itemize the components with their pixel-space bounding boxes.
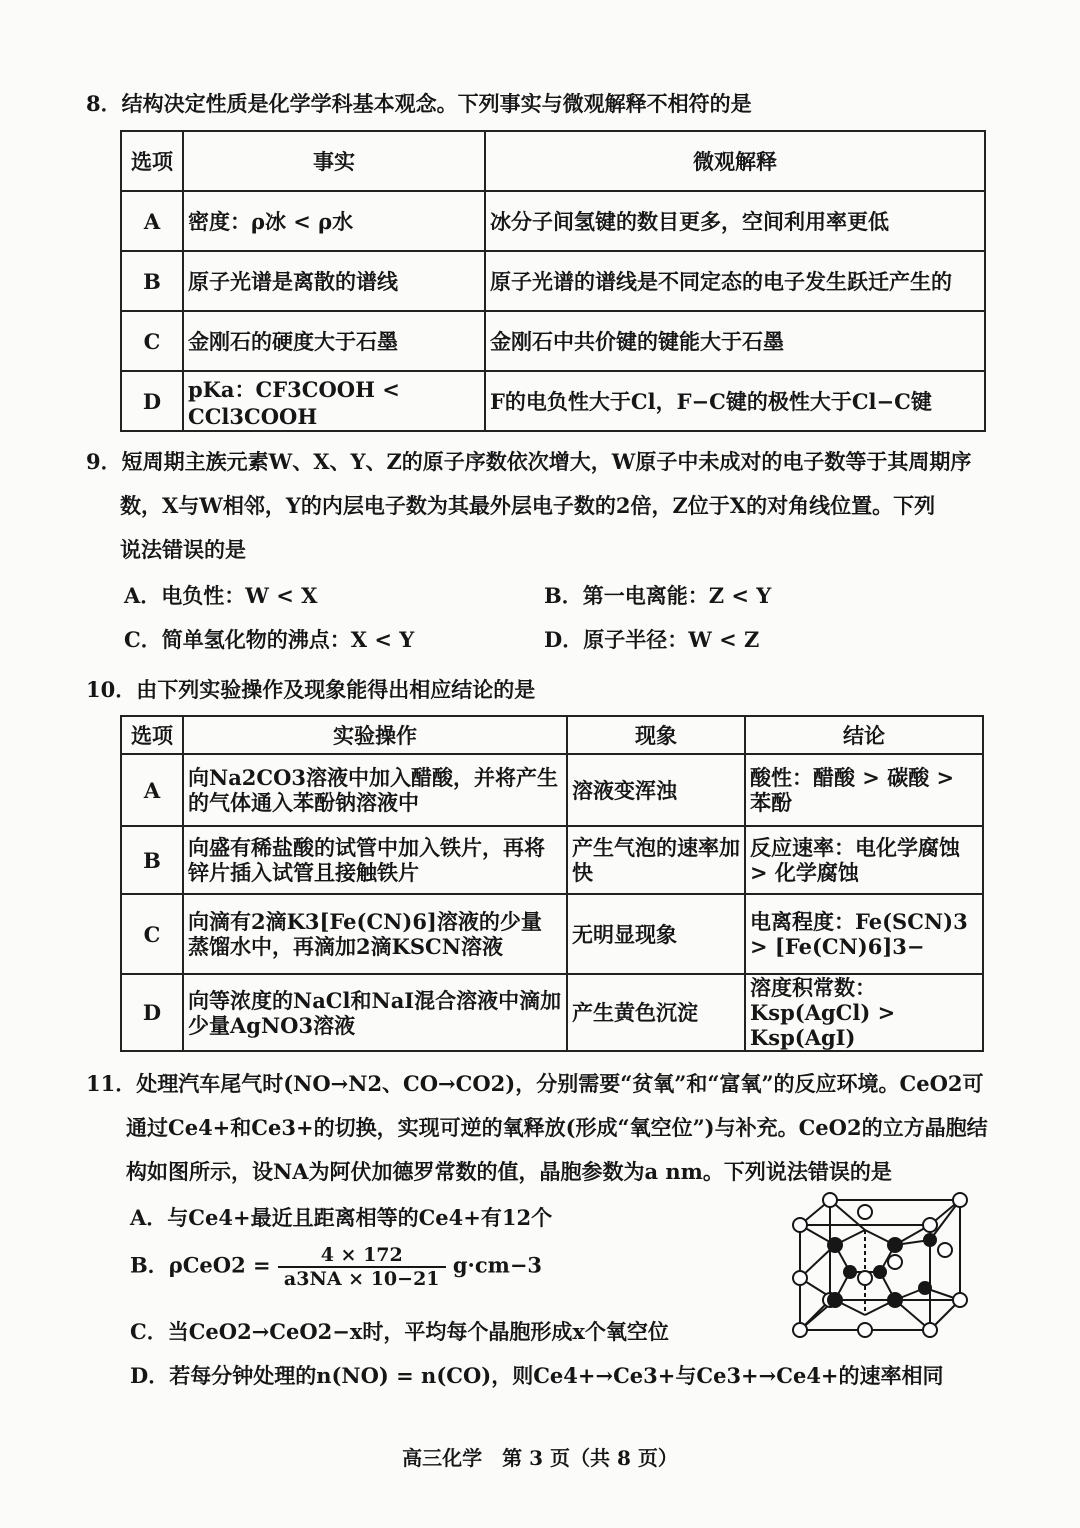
q11-stem-line2: 通过Ce4+和Ce3+的切换，实现可逆的氧释放(形成“氧空位”)与补充。CeO2的立方晶胞结 [126, 1115, 988, 1140]
q11-stem-line1: 11．处理汽车尾气时(NO→N2、CO→CO2)，分别需要“贫氧”和“富氧”的反应环境。CeO2可 [86, 1071, 984, 1096]
q8-table [120, 130, 986, 432]
table-row [121, 251, 985, 311]
q11-option-b-prefix: B．ρCeO2 = [130, 1252, 271, 1278]
table-row [121, 974, 983, 1051]
q11-option-d: D．若每分钟处理的n(NO) = n(CO)，则Ce4+→Ce3+与Ce3+→Ce4+的速率相同 [130, 1363, 944, 1388]
q8-header-option: 选项 [121, 131, 183, 191]
q8-row-d-fact: pKa：CF3COOH < CCl3COOH [183, 371, 485, 431]
q11-stem-line3: 构如图所示，设NA为阿伏加德罗常数的值，晶胞参数为a nm。下列说法错误的是 [126, 1159, 892, 1184]
q10-stem: 10．由下列实验操作及现象能得出相应结论的是 [86, 677, 536, 702]
q11-density-denominator: a3NA × 10−21 [283, 1268, 440, 1290]
q10-row-d-phenomenon: 产生黄色沉淀 [567, 974, 745, 1051]
q10-row-b-phenomenon: 产生气泡的速率加快 [567, 826, 745, 894]
q9-option-c: C．简单氢化物的沸点：X < Y [124, 627, 415, 652]
q10-row-d-operation: 向等浓度的NaCl和NaI混合溶液中滴加少量AgNO3溶液 [183, 974, 567, 1051]
q8-header-explain: 微观解释 [485, 131, 985, 191]
table-row [121, 894, 983, 974]
table-row [121, 371, 985, 431]
q11-option-b [130, 1244, 542, 1290]
q10-table [120, 715, 984, 1052]
table-row [121, 311, 985, 371]
q10-row-a-operation: 向Na2CO3溶液中加入醋酸，并将产生的气体通入苯酚钠溶液中 [183, 754, 567, 826]
q10-header-option: 选项 [121, 716, 183, 754]
q11-density-fraction [278, 1244, 446, 1290]
q10-row-a-phenomenon: 溶液变浑浊 [567, 754, 745, 826]
q10-header-phenomenon: 现象 [567, 716, 745, 754]
q9-stem-line3: 说法错误的是 [120, 537, 246, 562]
q11-density-numerator: 4 × 172 [278, 1244, 446, 1268]
q8-row-b-option: B [121, 251, 183, 311]
q9-option-a: A．电负性：W < X [124, 583, 318, 608]
q10-row-a-conclusion: 酸性：醋酸 > 碳酸 > 苯酚 [745, 754, 983, 826]
q10-row-c-operation: 向滴有2滴K3[Fe(CN)6]溶液的少量蒸馏水中，再滴加2滴KSCN溶液 [183, 894, 567, 974]
q8-row-a-fact: 密度：ρ冰 < ρ水 [183, 191, 485, 251]
q8-row-b-explain: 原子光谱的谱线是不同定态的电子发生跃迁产生的 [485, 251, 985, 311]
q10-row-b-option: B [121, 826, 183, 894]
q10-header-operation: 实验操作 [183, 716, 567, 754]
q11-option-a: A．与Ce4+最近且距离相等的Ce4+有12个 [130, 1205, 553, 1230]
table-row [121, 826, 983, 894]
q10-row-b-operation: 向盛有稀盐酸的试管中加入铁片，再将锌片插入试管且接触铁片 [183, 826, 567, 894]
q11-option-c: C．当CeO2→CeO2−x时，平均每个晶胞形成x个氧空位 [130, 1319, 669, 1344]
q8-header-fact: 事实 [183, 131, 485, 191]
q10-row-a-option: A [121, 754, 183, 826]
q8-row-d-option: D [121, 371, 183, 431]
q9-option-d: D．原子半径：W < Z [544, 627, 760, 652]
q10-row-c-phenomenon: 无明显现象 [567, 894, 745, 974]
q9-option-b: B．第一电离能：Z < Y [544, 583, 772, 608]
q10-row-b-conclusion: 反应速率：电化学腐蚀 > 化学腐蚀 [745, 826, 983, 894]
q9-stem-line2: 数，X与W相邻，Y的内层电子数为其最外层电子数的2倍，Z位于X的对角线位置。下列 [120, 493, 936, 518]
q10-row-d-conclusion: 溶度积常数：Ksp(AgCl) > Ksp(AgI) [745, 974, 983, 1051]
q10-header-conclusion: 结论 [745, 716, 983, 754]
page-footer: 高三化学 第 3 页（共 8 页） [402, 1446, 678, 1470]
q8-row-c-explain: 金刚石中共价键的键能大于石墨 [485, 311, 985, 371]
ceo2-unit-cell-diagram [790, 1190, 970, 1358]
q8-row-b-fact: 原子光谱是离散的谱线 [183, 251, 485, 311]
table-row [121, 191, 985, 251]
q10-row-c-conclusion: 电离程度：Fe(SCN)3 > [Fe(CN)6]3− [745, 894, 983, 974]
q8-row-d-explain: F的电负性大于Cl，F−C键的极性大于Cl−C键 [485, 371, 985, 431]
q9-stem-line1: 9．短周期主族元素W、X、Y、Z的原子序数依次增大，W原子中未成对的电子数等于其周期序 [86, 449, 972, 474]
table-row [121, 754, 983, 826]
q11-density-unit: g·cm−3 [452, 1252, 543, 1278]
q8-row-a-option: A [121, 191, 183, 251]
q8-stem: 8．结构决定性质是化学学科基本观念。下列事实与微观解释不相符的是 [86, 91, 752, 116]
q8-row-c-fact: 金刚石的硬度大于石墨 [183, 311, 485, 371]
q8-row-a-explain: 冰分子间氢键的数目更多，空间利用率更低 [485, 191, 985, 251]
q8-row-c-option: C [121, 311, 183, 371]
q10-row-d-option: D [121, 974, 183, 1051]
q10-row-c-option: C [121, 894, 183, 974]
